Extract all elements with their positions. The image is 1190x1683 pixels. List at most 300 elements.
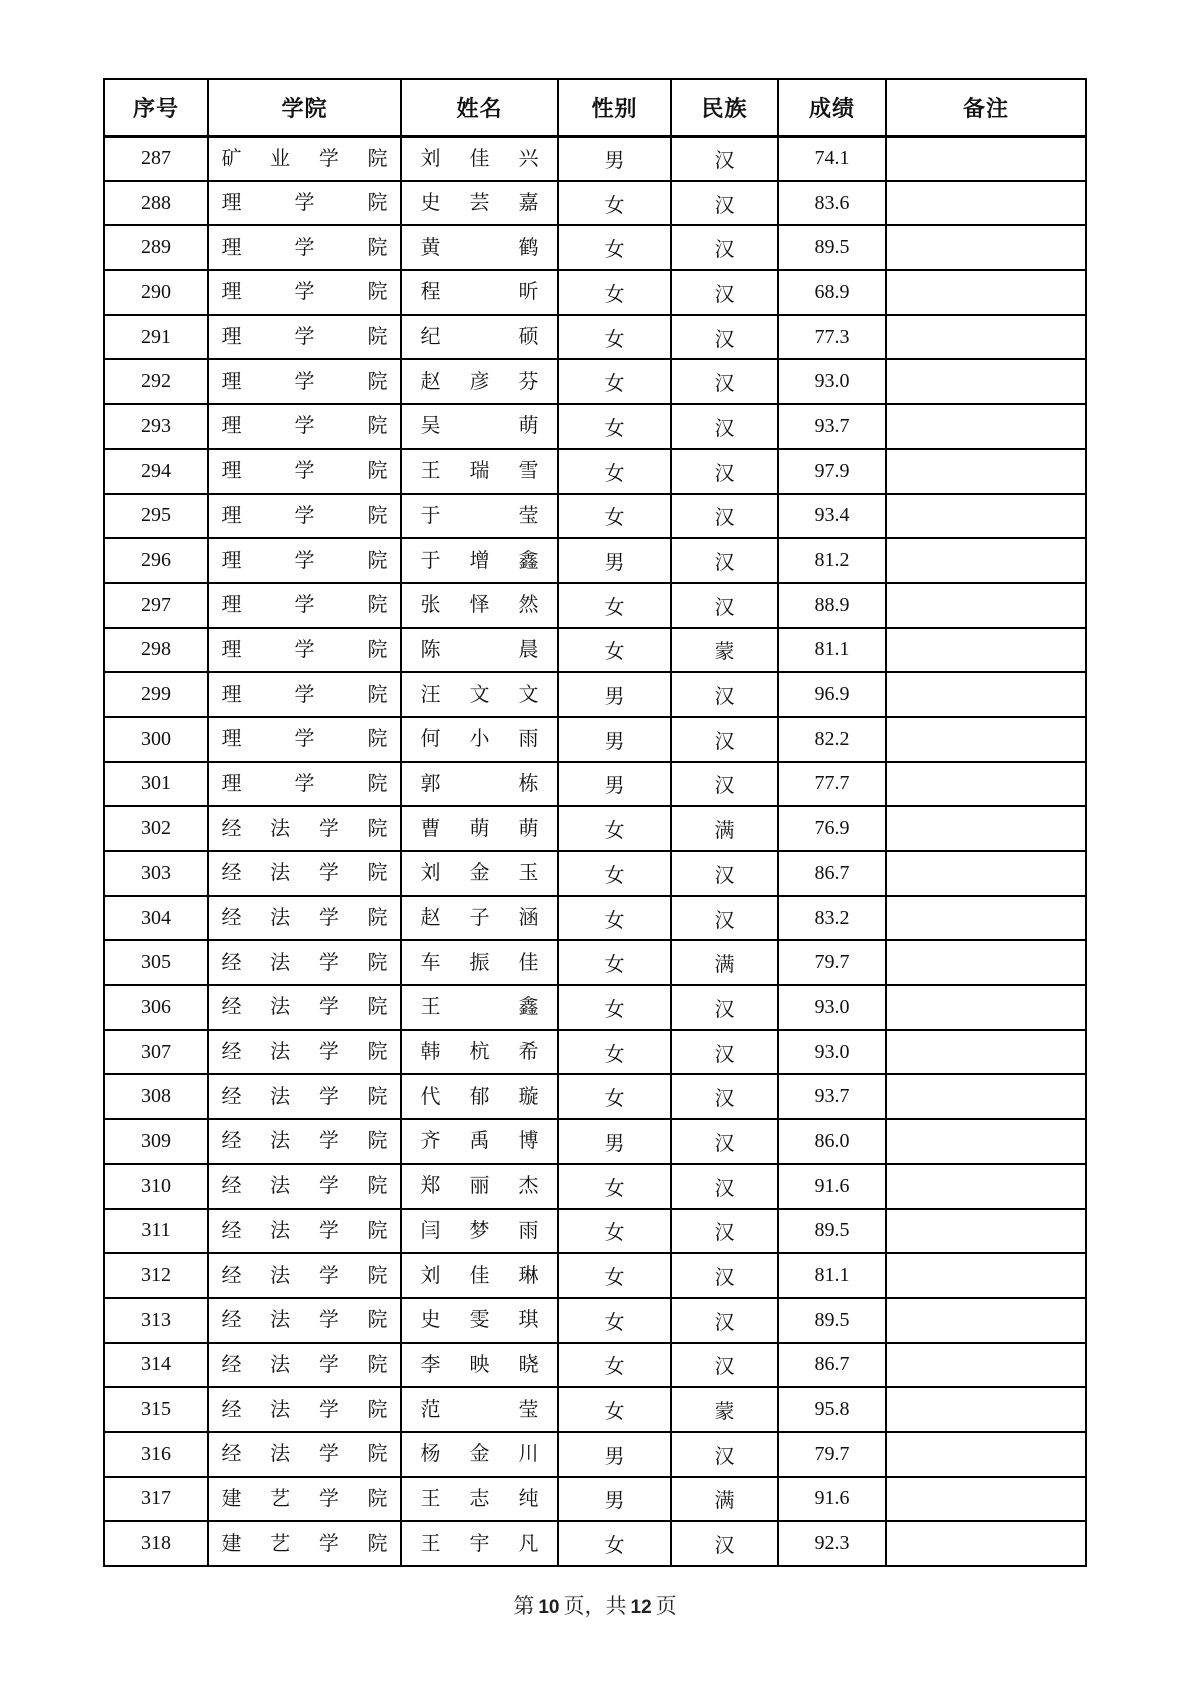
table-row (104, 985, 1086, 1030)
cell-score: 74.1 (778, 136, 886, 181)
cell-college (208, 717, 401, 762)
college-text: 理 学 院 (221, 772, 388, 795)
name-text: 程 昕 (420, 281, 539, 304)
cell-name (401, 1253, 558, 1298)
table-row (104, 315, 1086, 360)
cell-score: 93.7 (778, 1074, 886, 1119)
name-text: 陈 晨 (420, 638, 539, 661)
cell-name (401, 851, 558, 896)
cell-college (208, 1119, 401, 1164)
college-text: 理 学 院 (221, 415, 388, 438)
cell-college (208, 940, 401, 985)
cell-score: 68.9 (778, 270, 886, 315)
cell-gender: 女 (558, 583, 671, 628)
college-text: 经 法 学 院 (221, 1353, 388, 1376)
cell-college (208, 136, 401, 181)
cell-remark (886, 851, 1086, 896)
table-row (104, 717, 1086, 762)
cell-remark (886, 315, 1086, 360)
cell-gender: 女 (558, 985, 671, 1030)
name-text: 韩 杭 希 (420, 1041, 539, 1064)
cell-ethnicity: 满 (671, 806, 778, 851)
cell-score: 83.6 (778, 181, 886, 226)
cell-college (208, 315, 401, 360)
name-text: 张 怿 然 (420, 594, 539, 617)
cell-index: 316 (104, 1432, 208, 1477)
cell-index: 310 (104, 1164, 208, 1209)
cell-score: 93.0 (778, 1030, 886, 1075)
cell-remark (886, 494, 1086, 539)
cell-index: 305 (104, 940, 208, 985)
name-text: 黄 鹤 (420, 236, 539, 259)
cell-remark (886, 628, 1086, 673)
cell-name (401, 449, 558, 494)
table-row (104, 270, 1086, 315)
table-row (104, 181, 1086, 226)
cell-remark (886, 449, 1086, 494)
cell-remark (886, 583, 1086, 628)
table-row (104, 1253, 1086, 1298)
table-body (104, 136, 1086, 1566)
cell-ethnicity: 汉 (671, 1030, 778, 1075)
college-text: 经 法 学 院 (221, 1085, 388, 1108)
cell-remark (886, 940, 1086, 985)
cell-remark (886, 762, 1086, 807)
cell-name (401, 270, 558, 315)
cell-ethnicity: 蒙 (671, 1387, 778, 1432)
name-text: 刘 金 玉 (420, 862, 539, 885)
cell-index: 317 (104, 1477, 208, 1522)
cell-gender: 女 (558, 449, 671, 494)
cell-index: 315 (104, 1387, 208, 1432)
cell-gender: 女 (558, 404, 671, 449)
name-text: 刘 佳 兴 (420, 147, 539, 170)
cell-gender: 女 (558, 1298, 671, 1343)
cell-ethnicity: 汉 (671, 315, 778, 360)
cell-remark (886, 359, 1086, 404)
table-row (104, 136, 1086, 181)
name-text: 曹 萌 萌 (420, 817, 539, 840)
cell-ethnicity: 汉 (671, 1164, 778, 1209)
page-footer (0, 1590, 1190, 1620)
cell-gender: 女 (558, 628, 671, 673)
cell-score: 89.5 (778, 225, 886, 270)
cell-college (208, 1432, 401, 1477)
cell-index: 297 (104, 583, 208, 628)
cell-name (401, 628, 558, 673)
cell-college (208, 762, 401, 807)
cell-gender: 男 (558, 136, 671, 181)
cell-name (401, 1432, 558, 1477)
cell-college (208, 985, 401, 1030)
cell-remark (886, 896, 1086, 941)
footer-total-pages: 12 (630, 1597, 652, 1618)
cell-score: 89.5 (778, 1298, 886, 1343)
cell-remark (886, 806, 1086, 851)
cell-college (208, 404, 401, 449)
cell-college (208, 806, 401, 851)
table-row (104, 806, 1086, 851)
cell-college (208, 225, 401, 270)
cell-index: 306 (104, 985, 208, 1030)
cell-index: 289 (104, 225, 208, 270)
table-row (104, 538, 1086, 583)
table-row (104, 1521, 1086, 1566)
college-text: 建 艺 学 院 (221, 1532, 388, 1555)
table-row (104, 1387, 1086, 1432)
name-text: 王 宇 凡 (420, 1532, 539, 1555)
cell-ethnicity: 满 (671, 940, 778, 985)
cell-name (401, 762, 558, 807)
cell-name (401, 1074, 558, 1119)
header-cell-ethnicity: 民族 (671, 79, 778, 136)
cell-remark (886, 1298, 1086, 1343)
cell-college (208, 851, 401, 896)
cell-name (401, 940, 558, 985)
cell-name (401, 225, 558, 270)
name-text: 郑 丽 杰 (420, 1175, 539, 1198)
cell-index: 294 (104, 449, 208, 494)
cell-college (208, 1521, 401, 1566)
cell-ethnicity: 汉 (671, 404, 778, 449)
cell-gender: 男 (558, 672, 671, 717)
cell-score: 93.4 (778, 494, 886, 539)
cell-ethnicity: 汉 (671, 1432, 778, 1477)
cell-score: 81.2 (778, 538, 886, 583)
cell-index: 299 (104, 672, 208, 717)
name-text: 闫 梦 雨 (420, 1219, 539, 1242)
cell-gender: 男 (558, 717, 671, 762)
cell-name (401, 583, 558, 628)
cell-college (208, 896, 401, 941)
cell-name (401, 1477, 558, 1522)
cell-index: 296 (104, 538, 208, 583)
name-text: 齐 禹 博 (420, 1130, 539, 1153)
table-row (104, 1119, 1086, 1164)
college-text: 经 法 学 院 (221, 1041, 388, 1064)
name-text: 史 芸 嘉 (420, 192, 539, 215)
cell-remark (886, 672, 1086, 717)
cell-index: 314 (104, 1343, 208, 1388)
roster-table (103, 78, 1087, 1567)
cell-index: 303 (104, 851, 208, 896)
name-text: 于 莹 (420, 504, 539, 527)
cell-gender: 女 (558, 1030, 671, 1075)
college-text: 理 学 院 (221, 370, 388, 393)
cell-score: 82.2 (778, 717, 886, 762)
table-row (104, 494, 1086, 539)
cell-college (208, 628, 401, 673)
cell-score: 86.7 (778, 1343, 886, 1388)
cell-score: 93.7 (778, 404, 886, 449)
cell-gender: 女 (558, 1343, 671, 1388)
cell-college (208, 538, 401, 583)
cell-index: 298 (104, 628, 208, 673)
name-text: 王 鑫 (420, 996, 539, 1019)
cell-gender: 女 (558, 1164, 671, 1209)
cell-index: 287 (104, 136, 208, 181)
table-row (104, 1432, 1086, 1477)
cell-index: 308 (104, 1074, 208, 1119)
cell-score: 93.0 (778, 985, 886, 1030)
cell-score: 77.3 (778, 315, 886, 360)
cell-score: 77.7 (778, 762, 886, 807)
cell-ethnicity: 满 (671, 1477, 778, 1522)
cell-name (401, 494, 558, 539)
cell-ethnicity: 汉 (671, 449, 778, 494)
cell-index: 311 (104, 1209, 208, 1254)
cell-score: 93.0 (778, 359, 886, 404)
cell-remark (886, 1387, 1086, 1432)
college-text: 经 法 学 院 (221, 817, 388, 840)
cell-index: 288 (104, 181, 208, 226)
cell-index: 318 (104, 1521, 208, 1566)
cell-gender: 女 (558, 806, 671, 851)
college-text: 经 法 学 院 (221, 907, 388, 930)
cell-score: 88.9 (778, 583, 886, 628)
college-text: 理 学 院 (221, 549, 388, 572)
cell-index: 301 (104, 762, 208, 807)
cell-name (401, 1209, 558, 1254)
cell-name (401, 672, 558, 717)
cell-college (208, 1074, 401, 1119)
college-text: 经 法 学 院 (221, 951, 388, 974)
college-text: 理 学 院 (221, 594, 388, 617)
cell-index: 313 (104, 1298, 208, 1343)
table-row (104, 851, 1086, 896)
college-text: 理 学 院 (221, 504, 388, 527)
cell-remark (886, 225, 1086, 270)
cell-ethnicity: 汉 (671, 1253, 778, 1298)
cell-college (208, 1298, 401, 1343)
cell-remark (886, 1074, 1086, 1119)
name-text: 杨 金 川 (420, 1443, 539, 1466)
cell-index: 309 (104, 1119, 208, 1164)
table-row (104, 225, 1086, 270)
college-text: 矿 业 学 院 (221, 147, 388, 170)
table-row (104, 628, 1086, 673)
cell-score: 83.2 (778, 896, 886, 941)
cell-name (401, 404, 558, 449)
cell-ethnicity: 汉 (671, 985, 778, 1030)
header-cell-score: 成绩 (778, 79, 886, 136)
cell-score: 92.3 (778, 1521, 886, 1566)
cell-ethnicity: 汉 (671, 583, 778, 628)
cell-remark (886, 538, 1086, 583)
table-row (104, 762, 1086, 807)
cell-college (208, 1209, 401, 1254)
college-text: 经 法 学 院 (221, 1309, 388, 1332)
header-cell-index: 序号 (104, 79, 208, 136)
cell-index: 304 (104, 896, 208, 941)
cell-ethnicity: 汉 (671, 672, 778, 717)
cell-score: 95.8 (778, 1387, 886, 1432)
cell-score: 86.0 (778, 1119, 886, 1164)
cell-ethnicity: 汉 (671, 717, 778, 762)
cell-name (401, 1030, 558, 1075)
cell-gender: 男 (558, 1119, 671, 1164)
cell-name (401, 717, 558, 762)
cell-ethnicity: 汉 (671, 762, 778, 807)
name-text: 汪 文 文 (420, 683, 539, 706)
college-text: 经 法 学 院 (221, 996, 388, 1019)
cell-score: 91.6 (778, 1477, 886, 1522)
cell-college (208, 1253, 401, 1298)
cell-index: 290 (104, 270, 208, 315)
cell-remark (886, 1164, 1086, 1209)
cell-ethnicity: 汉 (671, 494, 778, 539)
college-text: 理 学 院 (221, 683, 388, 706)
cell-name (401, 985, 558, 1030)
name-text: 王 瑞 雪 (420, 460, 539, 483)
name-text: 李 映 晓 (420, 1353, 539, 1376)
cell-college (208, 449, 401, 494)
cell-gender: 女 (558, 1074, 671, 1119)
cell-index: 295 (104, 494, 208, 539)
cell-ethnicity: 汉 (671, 1209, 778, 1254)
cell-index: 291 (104, 315, 208, 360)
cell-ethnicity: 汉 (671, 1074, 778, 1119)
college-text: 经 法 学 院 (221, 1398, 388, 1421)
cell-gender: 女 (558, 940, 671, 985)
cell-gender: 女 (558, 1209, 671, 1254)
name-text: 郭 栋 (420, 772, 539, 795)
header-cell-gender: 性别 (558, 79, 671, 136)
cell-score: 96.9 (778, 672, 886, 717)
table-row (104, 1030, 1086, 1075)
cell-gender: 男 (558, 762, 671, 807)
college-text: 建 艺 学 院 (221, 1487, 388, 1510)
table-row (104, 896, 1086, 941)
cell-name (401, 181, 558, 226)
cell-ethnicity: 蒙 (671, 628, 778, 673)
cell-name (401, 359, 558, 404)
cell-ethnicity: 汉 (671, 538, 778, 583)
cell-gender: 女 (558, 494, 671, 539)
cell-remark (886, 1521, 1086, 1566)
table-row (104, 940, 1086, 985)
cell-gender: 女 (558, 1253, 671, 1298)
cell-college (208, 1030, 401, 1075)
cell-remark (886, 717, 1086, 762)
cell-name (401, 1387, 558, 1432)
cell-score: 89.5 (778, 1209, 886, 1254)
cell-gender: 女 (558, 851, 671, 896)
cell-remark (886, 985, 1086, 1030)
cell-score: 86.7 (778, 851, 886, 896)
cell-ethnicity: 汉 (671, 1521, 778, 1566)
cell-college (208, 1477, 401, 1522)
cell-gender: 女 (558, 1521, 671, 1566)
cell-remark (886, 404, 1086, 449)
cell-college (208, 583, 401, 628)
cell-college (208, 1343, 401, 1388)
cell-score: 79.7 (778, 940, 886, 985)
table-row (104, 583, 1086, 628)
table-row (104, 1209, 1086, 1254)
table-header-row (104, 79, 1086, 136)
footer-text-middle: 页，共 (563, 1594, 627, 1618)
table-row (104, 672, 1086, 717)
table-row (104, 449, 1086, 494)
college-text: 理 学 院 (221, 460, 388, 483)
cell-gender: 女 (558, 896, 671, 941)
cell-name (401, 136, 558, 181)
header-cell-remark: 备注 (886, 79, 1086, 136)
name-text: 赵 彦 芬 (420, 370, 539, 393)
cell-gender: 女 (558, 315, 671, 360)
cell-ethnicity: 汉 (671, 1343, 778, 1388)
cell-gender: 男 (558, 538, 671, 583)
cell-ethnicity: 汉 (671, 1298, 778, 1343)
cell-remark (886, 1030, 1086, 1075)
cell-index: 307 (104, 1030, 208, 1075)
cell-score: 97.9 (778, 449, 886, 494)
cell-score: 76.9 (778, 806, 886, 851)
cell-college (208, 1164, 401, 1209)
cell-college (208, 359, 401, 404)
header-cell-name: 姓名 (401, 79, 558, 136)
name-text: 刘 佳 琳 (420, 1264, 539, 1287)
cell-ethnicity: 汉 (671, 181, 778, 226)
cell-college (208, 1387, 401, 1432)
name-text: 何 小 雨 (420, 728, 539, 751)
college-text: 理 学 院 (221, 236, 388, 259)
footer-text-prefix: 第 (513, 1594, 535, 1618)
cell-gender: 男 (558, 1432, 671, 1477)
cell-remark (886, 181, 1086, 226)
cell-gender: 女 (558, 225, 671, 270)
name-text: 纪 硕 (420, 326, 539, 349)
cell-remark (886, 1432, 1086, 1477)
college-text: 经 法 学 院 (221, 1264, 388, 1287)
table-row (104, 1164, 1086, 1209)
table-row (104, 1298, 1086, 1343)
name-text: 史 雯 琪 (420, 1309, 539, 1332)
name-text: 王 志 纯 (420, 1487, 539, 1510)
table-row (104, 359, 1086, 404)
cell-remark (886, 1119, 1086, 1164)
cell-name (401, 806, 558, 851)
cell-name (401, 1343, 558, 1388)
cell-remark (886, 1253, 1086, 1298)
name-text: 代 郁 璇 (420, 1085, 539, 1108)
cell-ethnicity: 汉 (671, 1119, 778, 1164)
cell-ethnicity: 汉 (671, 896, 778, 941)
college-text: 理 学 院 (221, 728, 388, 751)
cell-gender: 女 (558, 1387, 671, 1432)
cell-gender: 女 (558, 359, 671, 404)
college-text: 理 学 院 (221, 192, 388, 215)
college-text: 理 学 院 (221, 281, 388, 304)
cell-college (208, 494, 401, 539)
table-row (104, 404, 1086, 449)
cell-score: 91.6 (778, 1164, 886, 1209)
college-text: 经 法 学 院 (221, 1443, 388, 1466)
cell-remark (886, 1343, 1086, 1388)
table-row (104, 1477, 1086, 1522)
name-text: 赵 子 涵 (420, 907, 539, 930)
table-row (104, 1074, 1086, 1119)
cell-ethnicity: 汉 (671, 851, 778, 896)
name-text: 吴 萌 (420, 415, 539, 438)
cell-ethnicity: 汉 (671, 270, 778, 315)
cell-name (401, 1164, 558, 1209)
cell-name (401, 1521, 558, 1566)
cell-score: 81.1 (778, 1253, 886, 1298)
cell-score: 79.7 (778, 1432, 886, 1477)
cell-score: 81.1 (778, 628, 886, 673)
